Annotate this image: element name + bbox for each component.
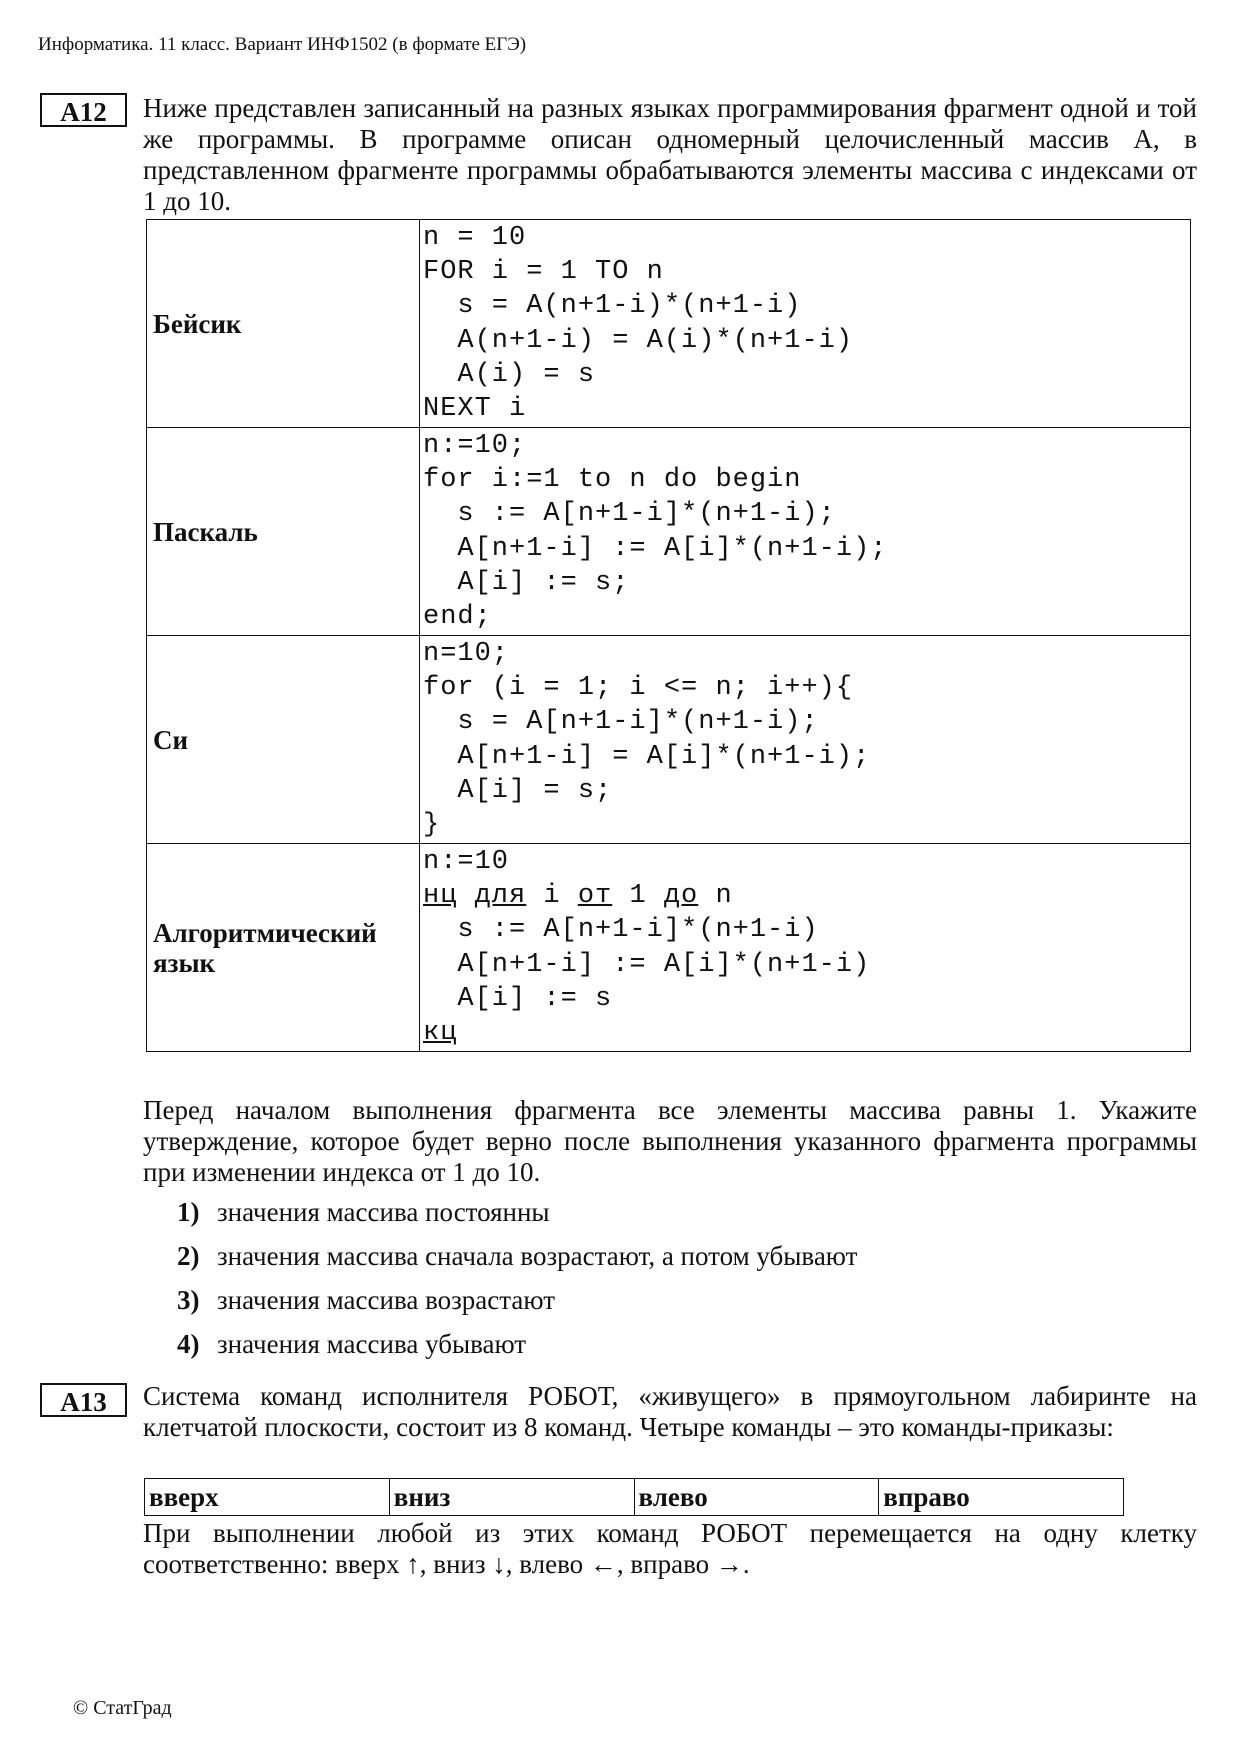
code-line: FOR i = 1 TO n	[423, 256, 664, 287]
page-footer: © СтатГрад	[73, 1697, 172, 1719]
var-i: i	[543, 880, 561, 911]
option-number: 3)	[177, 1285, 200, 1315]
commands-table	[144, 1478, 1124, 1516]
a12-question: Перед началом выполнения фрагмента все элементы массива равны 1. Укажите утверждение, которое будет верно после выполнения указанного фрагмента программы при изменении индекса от 1 до 10.	[143, 1095, 1197, 1187]
a12-intro: Ниже представлен записанный на разных языках программирования фрагмент одной и той же программы. В программе описан одномерный целочисленный массив A, в представленном фрагменте программы обрабатываются элементы массива с индексами от 1 до 10.	[143, 93, 1197, 216]
table-row	[145, 1479, 1124, 1516]
code-line: A[i] = s;	[423, 775, 613, 806]
question-number-a12: A12	[40, 93, 127, 127]
code-line: A[n+1-i] := A[i]*(n+1-i)	[423, 949, 871, 980]
code-line: A[i] := s;	[423, 567, 630, 598]
table-row	[147, 220, 1191, 428]
code-line	[423, 1016, 1190, 1050]
lang-pascal: Паскаль	[147, 428, 420, 636]
code-algorithmic	[420, 844, 1191, 1052]
answer-option	[177, 1329, 526, 1359]
lang-basic: Бейсик	[147, 220, 420, 428]
command-cell: вниз	[389, 1479, 634, 1516]
code-basic	[420, 220, 1191, 428]
code-line: s := A[n+1-i]*(n+1-i)	[423, 915, 819, 946]
code-pascal	[420, 428, 1191, 636]
code-line: s = A[n+1-i]*(n+1-i);	[423, 707, 819, 738]
code-line: A(n+1-i) = A(i)*(n+1-i)	[423, 325, 854, 356]
code-line: n = 10	[423, 222, 527, 253]
code-line: s := A[n+1-i]*(n+1-i);	[423, 499, 836, 530]
answer-option	[177, 1241, 857, 1271]
keyword-end: кц	[423, 1018, 458, 1049]
code-line	[423, 879, 1190, 913]
code-line: end;	[423, 602, 492, 633]
command-cell: вправо	[879, 1479, 1124, 1516]
keyword-for: для	[474, 880, 527, 911]
option-text: значения массива убывают	[217, 1329, 527, 1359]
option-number: 4)	[177, 1329, 200, 1359]
code-line: NEXT i	[423, 394, 527, 425]
code-line: }	[423, 810, 441, 841]
code-line: for (i = 1; i <= n; i++){	[423, 672, 854, 703]
answer-option	[177, 1197, 550, 1227]
option-number: 1)	[177, 1197, 200, 1227]
lang-c: Си	[147, 636, 420, 844]
command-cell: влево	[634, 1479, 879, 1516]
command-cell: вверх	[145, 1479, 390, 1516]
option-number: 2)	[177, 1241, 200, 1271]
code-line: n:=10;	[423, 430, 527, 461]
code-c	[420, 636, 1191, 844]
table-row	[147, 428, 1191, 636]
keyword-to: до	[663, 880, 699, 911]
table-row	[147, 636, 1191, 844]
code-line: s = A(n+1-i)*(n+1-i)	[423, 291, 802, 322]
answer-option	[177, 1285, 555, 1315]
a13-intro: Система команд исполнителя РОБОТ, «живущего» в прямоугольном лабиринте на клетчатой плоскости, состоит из 8 команд. Четыре команды – это команды-приказы:	[143, 1381, 1197, 1442]
var-n: n	[715, 880, 733, 911]
code-table	[146, 219, 1191, 1052]
table-row	[147, 844, 1191, 1052]
a13-after: При выполнении любой из этих команд РОБОТ перемещается на одну клетку соответственно: вверх ↑, вниз ↓, влево ←, вправо →.	[143, 1518, 1197, 1579]
code-line: n:=10	[423, 846, 510, 877]
code-line: A[n+1-i] = A[i]*(n+1-i);	[423, 741, 871, 772]
option-text: значения массива постоянны	[217, 1197, 550, 1227]
keyword-nc: нц	[423, 880, 458, 911]
question-number-a13: A13	[40, 1383, 127, 1417]
code-line: for i:=1 to n do begin	[423, 464, 802, 495]
code-line: A[i] := s	[423, 983, 613, 1014]
option-text: значения массива возрастают	[217, 1285, 556, 1315]
lang-algorithmic: Алгоритмический язык	[147, 844, 420, 1052]
num-1: 1	[629, 880, 647, 911]
code-line: n=10;	[423, 638, 510, 669]
keyword-from: от	[577, 880, 613, 911]
page-header: Информатика. 11 класс. Вариант ИНФ1502 (в формате ЕГЭ)	[38, 34, 527, 55]
code-line: A[n+1-i] := A[i]*(n+1-i);	[423, 533, 888, 564]
code-line: A(i) = s	[423, 359, 596, 390]
option-text: значения массива сначала возрастают, а потом убывают	[217, 1241, 858, 1271]
